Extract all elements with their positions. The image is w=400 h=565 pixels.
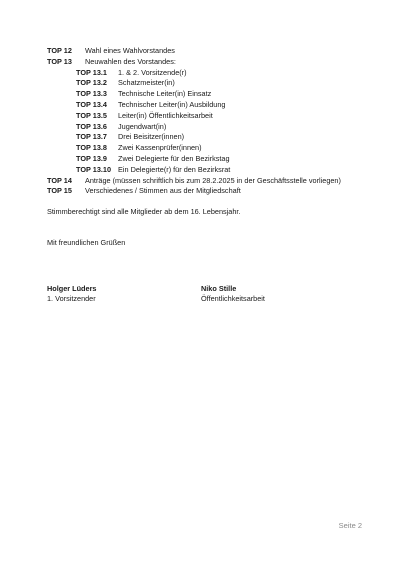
agenda-item-title: Technische Leiter(in) Einsatz	[118, 89, 212, 99]
agenda-item-number: TOP 13.7	[76, 132, 107, 142]
agenda-item-title: Zwei Delegierte für den Bezirkstag	[118, 153, 230, 163]
signatory-name: Holger Lüders	[47, 284, 97, 293]
agenda-item	[47, 154, 387, 165]
agenda-item-number: TOP 13.5	[76, 110, 107, 120]
agenda-item-number: TOP 12	[47, 46, 72, 55]
agenda-item-number: TOP 13.9	[76, 153, 107, 163]
agenda-item-number: TOP 13.10	[76, 164, 112, 174]
agenda-item-number: TOP 13.1	[76, 67, 107, 77]
signatory-role: Öffentlichkeitsarbeit	[201, 293, 265, 303]
signatory-name: Niko Stille	[201, 284, 237, 293]
agenda-item	[47, 111, 387, 122]
agenda-item	[47, 57, 387, 68]
signature-block-pr	[201, 284, 265, 303]
agenda-item-title: Wahl eines Wahlvorstandes	[85, 46, 175, 55]
agenda-item-number: TOP 15	[47, 186, 72, 196]
agenda-item-title: Technischer Leiter(in) Ausbildung	[118, 99, 226, 109]
agenda-item-number: TOP 13	[47, 56, 72, 66]
agenda-item	[47, 46, 387, 57]
agenda-item	[47, 165, 387, 176]
agenda-item-title: 1. & 2. Vorsitzende(r)	[118, 67, 187, 77]
agenda-item	[47, 100, 387, 111]
agenda-item	[47, 68, 387, 79]
agenda-item-number: TOP 13.8	[76, 143, 107, 153]
agenda-item-number: TOP 13.2	[76, 78, 107, 88]
agenda-item-title: Ein Delegierte(r) für den Bezirksrat	[118, 164, 231, 174]
agenda-item	[47, 122, 387, 133]
agenda-item-title: Neuwahlen des Vorstandes:	[85, 56, 176, 66]
agenda-item-title: Leiter(in) Öffentlichkeitsarbeit	[118, 110, 213, 120]
agenda-item-number: TOP 14	[47, 175, 72, 185]
page-number: Seite 2	[338, 521, 362, 530]
agenda-item-number: TOP 13.3	[76, 89, 107, 99]
agenda-item	[47, 186, 387, 197]
agenda-item	[47, 78, 387, 89]
signatory-role: 1. Vorsitzender	[47, 293, 96, 303]
agenda-item	[47, 89, 387, 100]
agenda-item-title: Verschiedenes / Stimmen aus der Mitgliedschaft	[85, 186, 241, 196]
agenda-item-title: Drei Beisitzer(innen)	[118, 132, 185, 142]
agenda-item	[47, 143, 387, 154]
signature-block-chair	[47, 284, 96, 303]
agenda-item-title: Zwei Kassenprüfer(innen)	[118, 143, 202, 153]
agenda-item	[47, 132, 387, 143]
agenda-list	[47, 46, 387, 197]
voting-eligibility-note: Stimmberechtigt sind alle Mitglieder ab dem 16. Lebensjahr.	[47, 207, 241, 216]
agenda-item-title: Schatzmeister(in)	[118, 78, 175, 88]
agenda-item-number: TOP 13.4	[76, 99, 107, 109]
closing-greeting: Mit freundlichen Grüßen	[47, 238, 126, 247]
agenda-item	[47, 176, 387, 187]
agenda-item-number: TOP 13.6	[76, 121, 107, 131]
agenda-item-title: Jugendwart(in)	[118, 121, 167, 131]
agenda-item-title: Anträge (müssen schriftlich bis zum 28.2.2025 in der Geschäftsstelle vorliegen)	[85, 175, 341, 185]
